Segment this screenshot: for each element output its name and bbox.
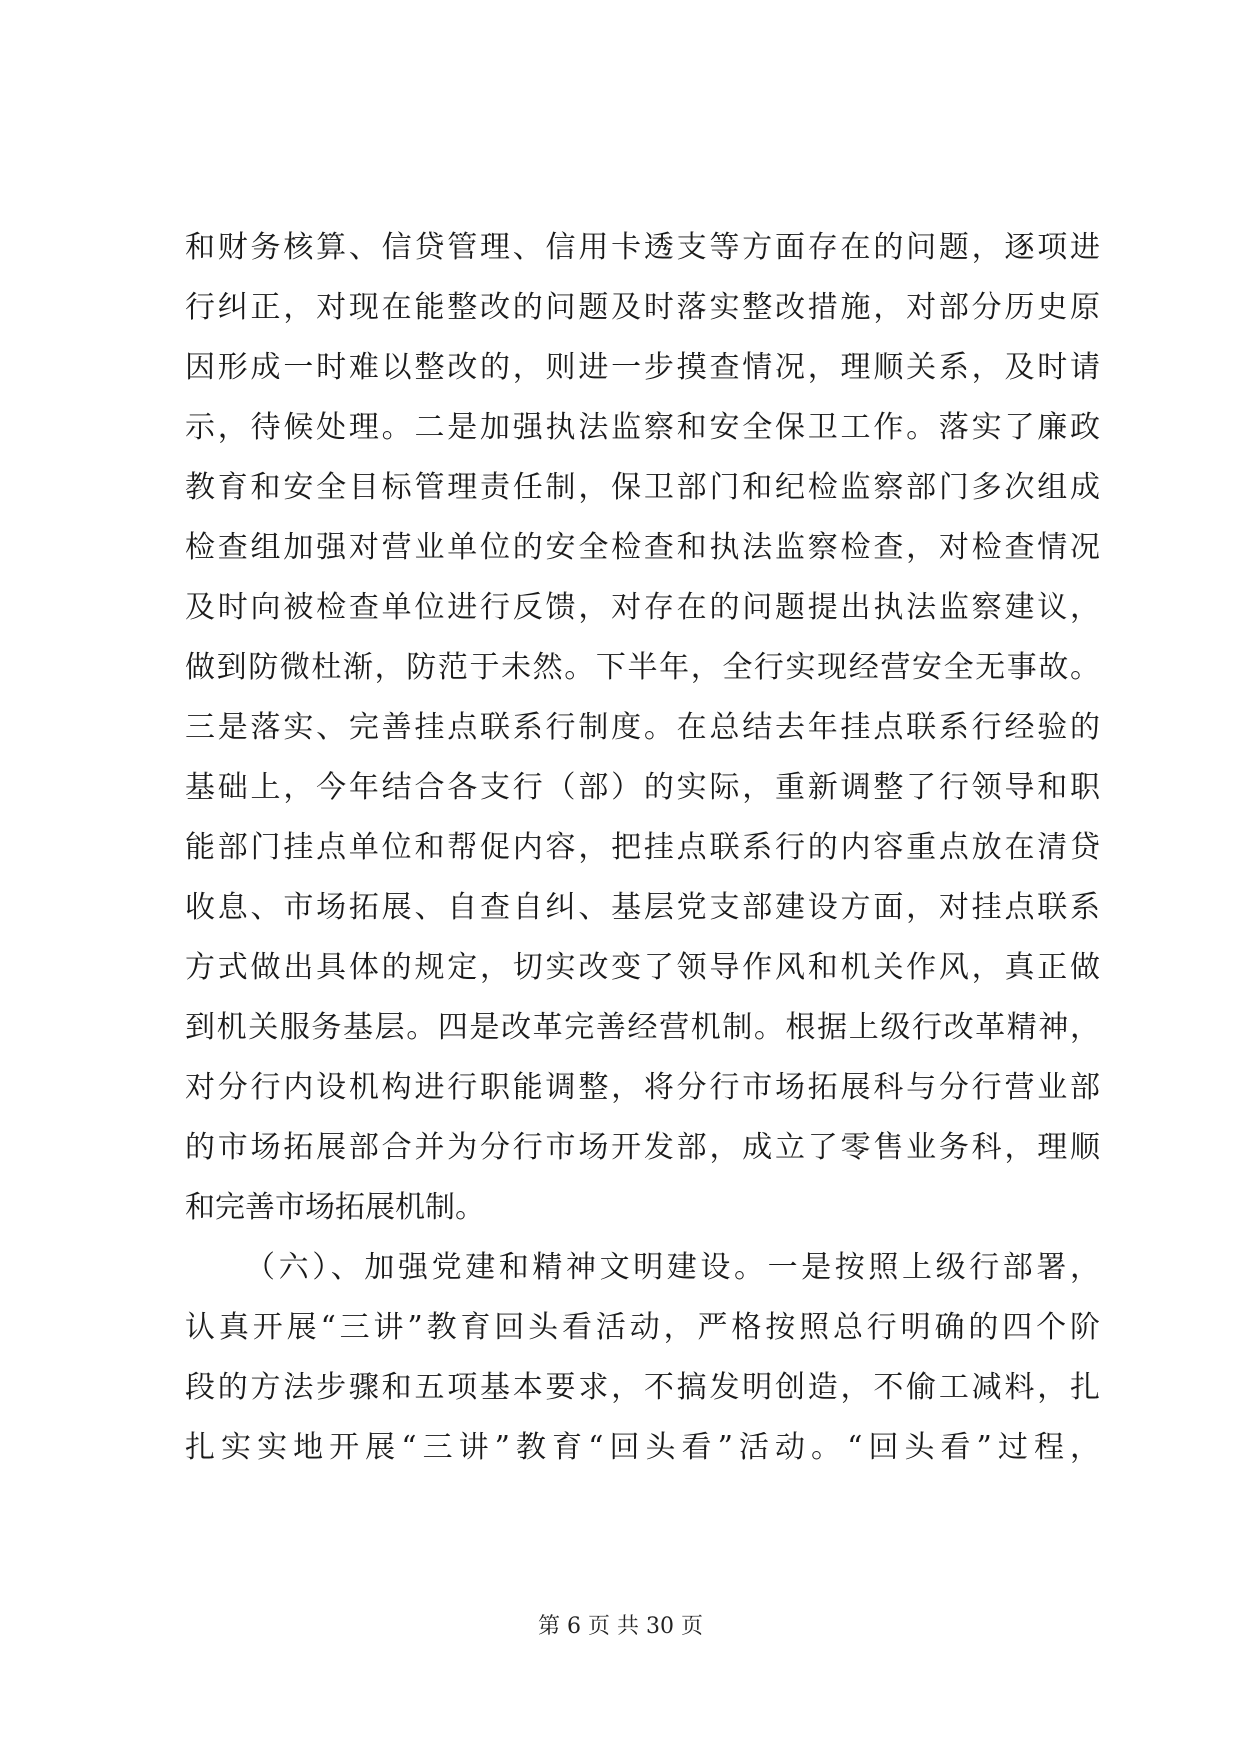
body-line-15: 对分行内设机构进行职能调整，将分行市场拓展科与分行营业部 <box>185 1070 1100 1105</box>
body-line-18: （六）、加强党建和精神文明建设。一是按照上级行部署， <box>245 1250 1100 1285</box>
body-line-12: 收息、市场拓展、自查自纠、基层党支部建设方面，对挂点联系 <box>185 890 1100 925</box>
body-line-8: 做到防微杜渐，防范于未然。下半年，全行实现经营安全无事故。 <box>185 650 1100 685</box>
body-line-1: 和财务核算、信贷管理、信用卡透支等方面存在的问题，逐项进 <box>185 230 1100 265</box>
body-line-13: 方式做出具体的规定，切实改变了领导作风和机关作风，真正做 <box>185 950 1100 985</box>
body-line-14: 到机关服务基层。四是改革完善经营机制。根据上级行改革精神， <box>185 1010 1100 1045</box>
body-line-21: 扎实实地开展“三讲”教育“回头看”活动。“回头看”过程， <box>185 1430 1100 1465</box>
body-line-16: 的市场拓展部合并为分行市场开发部，成立了零售业务科，理顺 <box>185 1130 1100 1165</box>
body-line-6: 检查组加强对营业单位的安全检查和执法监察检查，对检查情况 <box>185 530 1100 565</box>
body-line-10: 基础上，今年结合各支行（部）的实际，重新调整了行领导和职 <box>185 770 1100 805</box>
body-line-19: 认真开展“三讲”教育回头看活动，严格按照总行明确的四个阶 <box>185 1310 1100 1345</box>
body-line-2: 行纠正，对现在能整改的问题及时落实整改措施，对部分历史原 <box>185 290 1100 325</box>
page-footer: 第 6 页 共 30 页 <box>538 1614 703 1639</box>
body-line-11: 能部门挂点单位和帮促内容，把挂点联系行的内容重点放在清贷 <box>185 830 1100 865</box>
body-line-9: 三是落实、完善挂点联系行制度。在总结去年挂点联系行经验的 <box>185 710 1100 745</box>
body-line-17: 和完善市场拓展机制。 <box>185 1190 485 1225</box>
body-line-4: 示，待候处理。二是加强执法监察和安全保卫工作。落实了廉政 <box>185 410 1100 445</box>
body-line-20: 段的方法步骤和五项基本要求，不搞发明创造，不偷工减料，扎 <box>185 1370 1100 1405</box>
body-line-3: 因形成一时难以整改的，则进一步摸查情况，理顺关系，及时请 <box>185 350 1100 385</box>
body-line-7: 及时向被检查单位进行反馈，对存在的问题提出执法监察建议， <box>185 590 1100 625</box>
body-line-5: 教育和安全目标管理责任制，保卫部门和纪检监察部门多次组成 <box>185 470 1100 505</box>
